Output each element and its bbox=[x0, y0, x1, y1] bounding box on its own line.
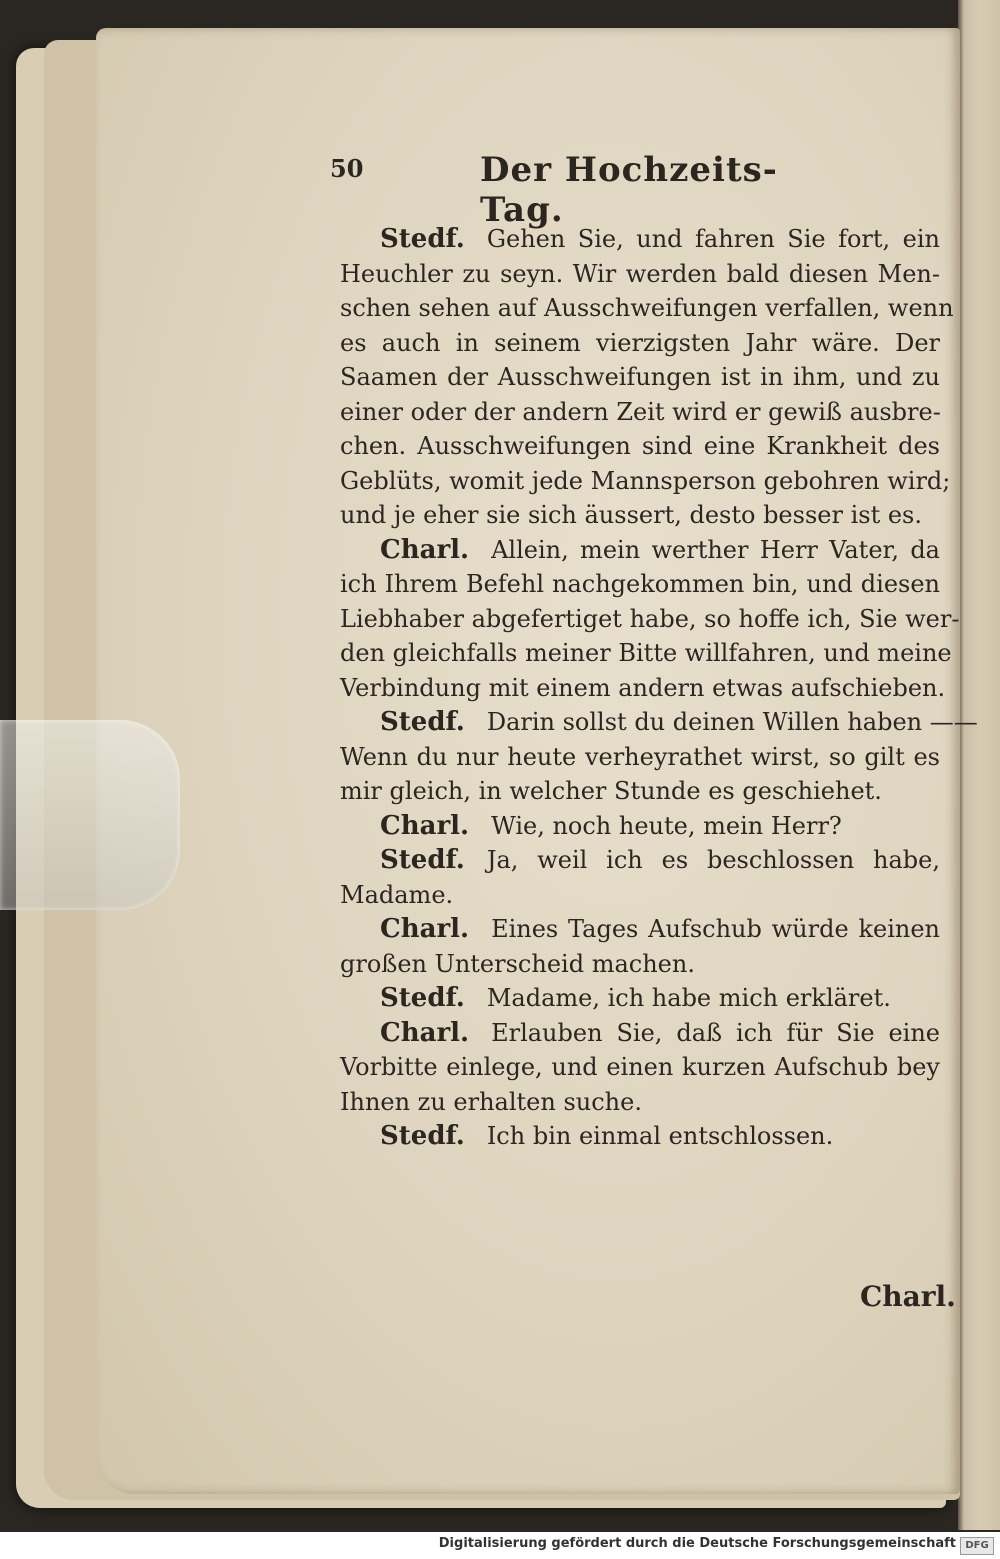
adjacent-page bbox=[958, 0, 1000, 1530]
page-number: 50 bbox=[330, 154, 364, 183]
line-text: Verbindung mit einem andern etwas aufschieben. bbox=[340, 673, 946, 702]
footer-bar bbox=[0, 1532, 1000, 1559]
text-line bbox=[340, 671, 946, 706]
text-line bbox=[340, 533, 940, 568]
text-line bbox=[340, 464, 951, 499]
running-title: Der Hochzeits-Tag. bbox=[480, 150, 778, 230]
line-text: den gleichfalls meiner Bitte willfahren, und meine bbox=[340, 639, 952, 667]
line-text: Saamen der Ausschweifungen ist in ihm, und zu bbox=[340, 363, 940, 391]
speaker-name: Stedf. bbox=[380, 707, 465, 737]
text-line bbox=[340, 878, 940, 913]
line-text: mir gleich, in welcher Stunde es geschiehet. bbox=[340, 777, 882, 805]
text-line bbox=[340, 809, 940, 844]
line-text: Geblüts, womit jede Mannsperson gebohren wird; bbox=[340, 466, 951, 495]
body-text bbox=[340, 222, 978, 1154]
line-text: Erlauben Sie, daß ich für Sie eine bbox=[491, 1018, 940, 1047]
line-text: einer oder der andern Zeit wird er gewiß ausbre- bbox=[340, 397, 941, 426]
text-line bbox=[340, 395, 940, 430]
text-line bbox=[340, 912, 940, 947]
speaker-name: Charl. bbox=[380, 534, 470, 565]
text-line bbox=[340, 774, 940, 809]
text-line bbox=[340, 257, 940, 292]
line-text: Ihnen zu erhalten suche. bbox=[340, 1087, 642, 1116]
line-text: großen Unterscheid machen. bbox=[340, 949, 695, 978]
text-line bbox=[340, 947, 940, 982]
speaker-name: Stedf. bbox=[380, 845, 465, 875]
line-text: Heuchler zu seyn. Wir werden bald diesen Men- bbox=[340, 259, 940, 288]
text-line bbox=[340, 498, 940, 533]
line-text: es auch in seinem vierzigsten Jahr wäre. Der bbox=[340, 328, 940, 357]
line-text: Ja, weil ich es beschlossen habe, bbox=[486, 846, 940, 874]
line-text: ich Ihrem Befehl nachgekommen bin, und diesen bbox=[340, 570, 940, 598]
line-text: Ich bin einmal entschlossen. bbox=[486, 1122, 834, 1150]
glass-weight bbox=[0, 720, 180, 910]
line-text: Gehen Sie, und fahren Sie fort, ein bbox=[486, 225, 940, 253]
line-text: und je eher sie sich äussert, desto besser ist es. bbox=[340, 501, 922, 529]
text-line bbox=[340, 1085, 940, 1120]
text-line bbox=[340, 222, 940, 257]
text-line bbox=[340, 567, 940, 602]
text-line bbox=[340, 981, 940, 1016]
text-line bbox=[340, 1119, 940, 1154]
line-text: schen sehen auf Ausschweifungen verfallen, wenn bbox=[340, 294, 954, 322]
text-line bbox=[340, 602, 960, 637]
line-text: Vorbitte einlege, und einen kurzen Aufschub bey bbox=[340, 1053, 940, 1081]
dfg-logo: DFG bbox=[960, 1537, 994, 1555]
line-text: chen. Ausschweifungen sind eine Krankheit des bbox=[340, 432, 940, 460]
text-line bbox=[340, 1016, 940, 1051]
line-text: Madame, ich habe mich erkläret. bbox=[486, 984, 891, 1012]
speaker-name: Charl. bbox=[380, 914, 470, 944]
line-text: Allein, mein werther Herr Vater, da bbox=[491, 535, 940, 564]
line-text: Wie, noch heute, mein Herr? bbox=[491, 811, 842, 840]
text-line bbox=[340, 843, 940, 878]
text-line bbox=[340, 291, 954, 326]
funding-credit: Digitalisierung gefördert durch die Deutsche Forschungsgemeinschaft bbox=[438, 1536, 956, 1551]
line-text: Liebhaber abgefertiget habe, so hoffe ich, Sie wer- bbox=[340, 604, 960, 633]
line-text: Madame. bbox=[340, 880, 454, 909]
speaker-name: Charl. bbox=[380, 1017, 470, 1048]
catchword: Charl. bbox=[860, 1280, 956, 1313]
text-line bbox=[340, 636, 952, 671]
speaker-name: Stedf. bbox=[380, 1121, 465, 1151]
text-line bbox=[340, 705, 978, 740]
running-header bbox=[330, 150, 790, 230]
line-text: Eines Tages Aufschub würde keinen bbox=[491, 915, 940, 943]
text-line bbox=[340, 740, 940, 775]
line-text: Darin sollst du deinen Willen haben —— bbox=[486, 708, 978, 736]
speaker-name: Stedf. bbox=[380, 224, 465, 254]
speaker-name: Charl. bbox=[380, 810, 470, 841]
line-text: Wenn du nur heute verheyrathet wirst, so gilt es bbox=[340, 742, 940, 771]
speaker-name: Stedf. bbox=[380, 983, 465, 1013]
text-line bbox=[340, 429, 940, 464]
text-line bbox=[340, 326, 940, 361]
text-line bbox=[340, 1050, 940, 1085]
text-line bbox=[340, 360, 940, 395]
